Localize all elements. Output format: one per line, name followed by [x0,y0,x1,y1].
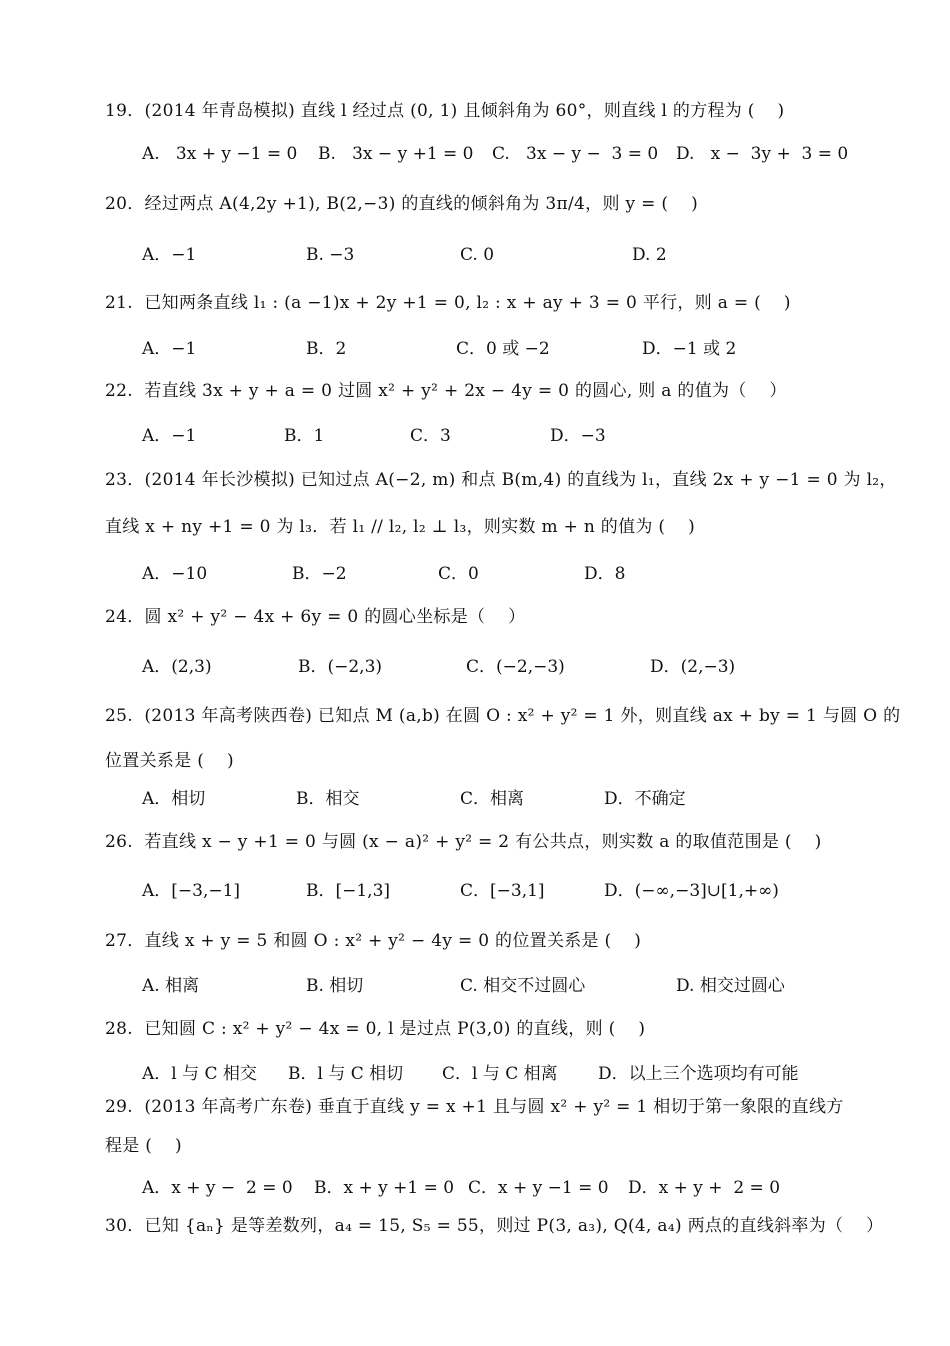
q25-option-c: C．相离 [460,789,525,809]
q26-option-b: B．[−1,3] [306,881,391,901]
question-23-line-1: 23．(2014 年长沙模拟) 已知过点 A(−2, m) 和点 B(m,4) 的直线为 l₁，直线 2x + y −1 = 0 为 l₂， [105,470,897,490]
question-20: 20．经过两点 A(4,2y +1), B(2,−3) 的直线的倾斜角为 3π/4，则 y = ( ) [105,194,699,214]
q19-option-b: B. 3x − y +1 = 0 [318,144,474,164]
q29-option-d: D．x + y + 2 = 0 [628,1178,781,1198]
q27-option-d: D. 相交过圆心 [676,976,785,996]
q21-option-c: C．0 或 −2 [456,339,550,359]
q26-option-c: C．[−3,1] [460,881,545,901]
q26-option-a: A．[−3,−1] [142,881,241,901]
q23-option-c: C．0 [438,564,479,584]
q21-option-a: A．−1 [142,339,197,359]
q23-option-d: D．8 [584,564,626,584]
q19-option-a: A. 3x + y −1 = 0 [142,144,298,164]
q20-option-b: B. −3 [306,245,355,265]
q20-option-a: A．−1 [142,245,197,265]
q22-option-b: B．1 [284,426,325,446]
q24-option-b: B．(−2,3) [298,657,383,677]
q24-option-d: D．(2,−3) [650,657,736,677]
q22-option-d: D．−3 [550,426,606,446]
q24-option-a: A．(2,3) [142,657,212,677]
question-30: 30．已知 {aₙ} 是等差数列，a₄ = 15, S₅ = 55，则过 P(3, a₃), Q(4, a₄) 两点的直线斜率为（ ） [105,1216,884,1236]
q24-option-c: C．(−2,−3) [466,657,565,677]
question-25-line-1: 25. (2013 年高考陕西卷) 已知点 M (a,b) 在圆 O : x² + y² = 1 外，则直线 ax + by = 1 与圆 O 的 [105,706,901,726]
question-23-line-2: 直线 x + ny +1 = 0 为 l₃．若 l₁ // l₂, l₂ ⊥ l₃，则实数 m + n 的值为 ( ) [105,517,696,537]
q21-option-b: B．2 [306,339,347,359]
question-24: 24．圆 x² + y² − 4x + 6y = 0 的圆心坐标是（ ） [105,607,526,627]
question-28: 28. 已知圆 C : x² + y² − 4x = 0, l 是过点 P(3,0) 的直线，则 ( ) [105,1019,646,1039]
q28-option-d: D．以上三个选项均有可能 [598,1064,799,1084]
q20-option-c: C. 0 [460,245,495,265]
q20-option-d: D. 2 [632,245,667,265]
q29-option-c: C．x + y −1 = 0 [468,1178,609,1198]
q28-option-a: A．l 与 C 相交 [142,1064,257,1084]
q28-option-b: B．l 与 C 相切 [288,1064,404,1084]
question-19: 19．(2014 年青岛模拟) 直线 l 经过点 (0, 1) 且倾斜角为 60°，则直线 l 的方程为 ( ) [105,101,785,121]
q27-option-a: A. 相离 [142,976,200,996]
q27-option-c: C. 相交不过圆心 [460,976,586,996]
q22-option-a: A．−1 [142,426,197,446]
q26-option-d: D．(−∞,−3]∪[1,+∞) [604,881,779,901]
q25-option-a: A．相切 [142,789,206,809]
q27-option-b: B. 相切 [306,976,364,996]
question-29-line-1: 29. (2013 年高考广东卷) 垂直于直线 y = x +1 且与圆 x² + y² = 1 相切于第一象限的直线方 [105,1097,844,1117]
question-29-line-2: 程是 ( ) [105,1136,182,1156]
q19-option-d: D. x − 3y + 3 = 0 [676,144,849,164]
q25-option-b: B．相交 [296,789,360,809]
question-22: 22. 若直线 3x + y + a = 0 过圆 x² + y² + 2x − 4y = 0 的圆心, 则 a 的值为（ ） [105,381,787,401]
q29-option-b: B．x + y +1 = 0 [314,1178,455,1198]
question-25-line-2: 位置关系是 ( ) [105,751,234,771]
question-27: 27．直线 x + y = 5 和圆 O : x² + y² − 4y = 0 的位置关系是 ( ) [105,931,642,951]
q25-option-d: D．不确定 [604,789,686,809]
question-26: 26. 若直线 x − y +1 = 0 与圆 (x − a)² + y² = 2 有公共点，则实数 a 的取值范围是 ( ) [105,832,822,852]
question-21: 21. 已知两条直线 l₁ : (a −1)x + 2y +1 = 0, l₂ : x + ay + 3 = 0 平行，则 a = ( ) [105,293,791,313]
q23-option-b: B．−2 [292,564,347,584]
q28-option-c: C．l 与 C 相离 [442,1064,558,1084]
q19-option-c: C. 3x − y − 3 = 0 [492,144,659,164]
q29-option-a: A．x + y − 2 = 0 [142,1178,293,1198]
q21-option-d: D．−1 或 2 [642,339,737,359]
q22-option-c: C．3 [410,426,451,446]
q23-option-a: A．−10 [142,564,208,584]
